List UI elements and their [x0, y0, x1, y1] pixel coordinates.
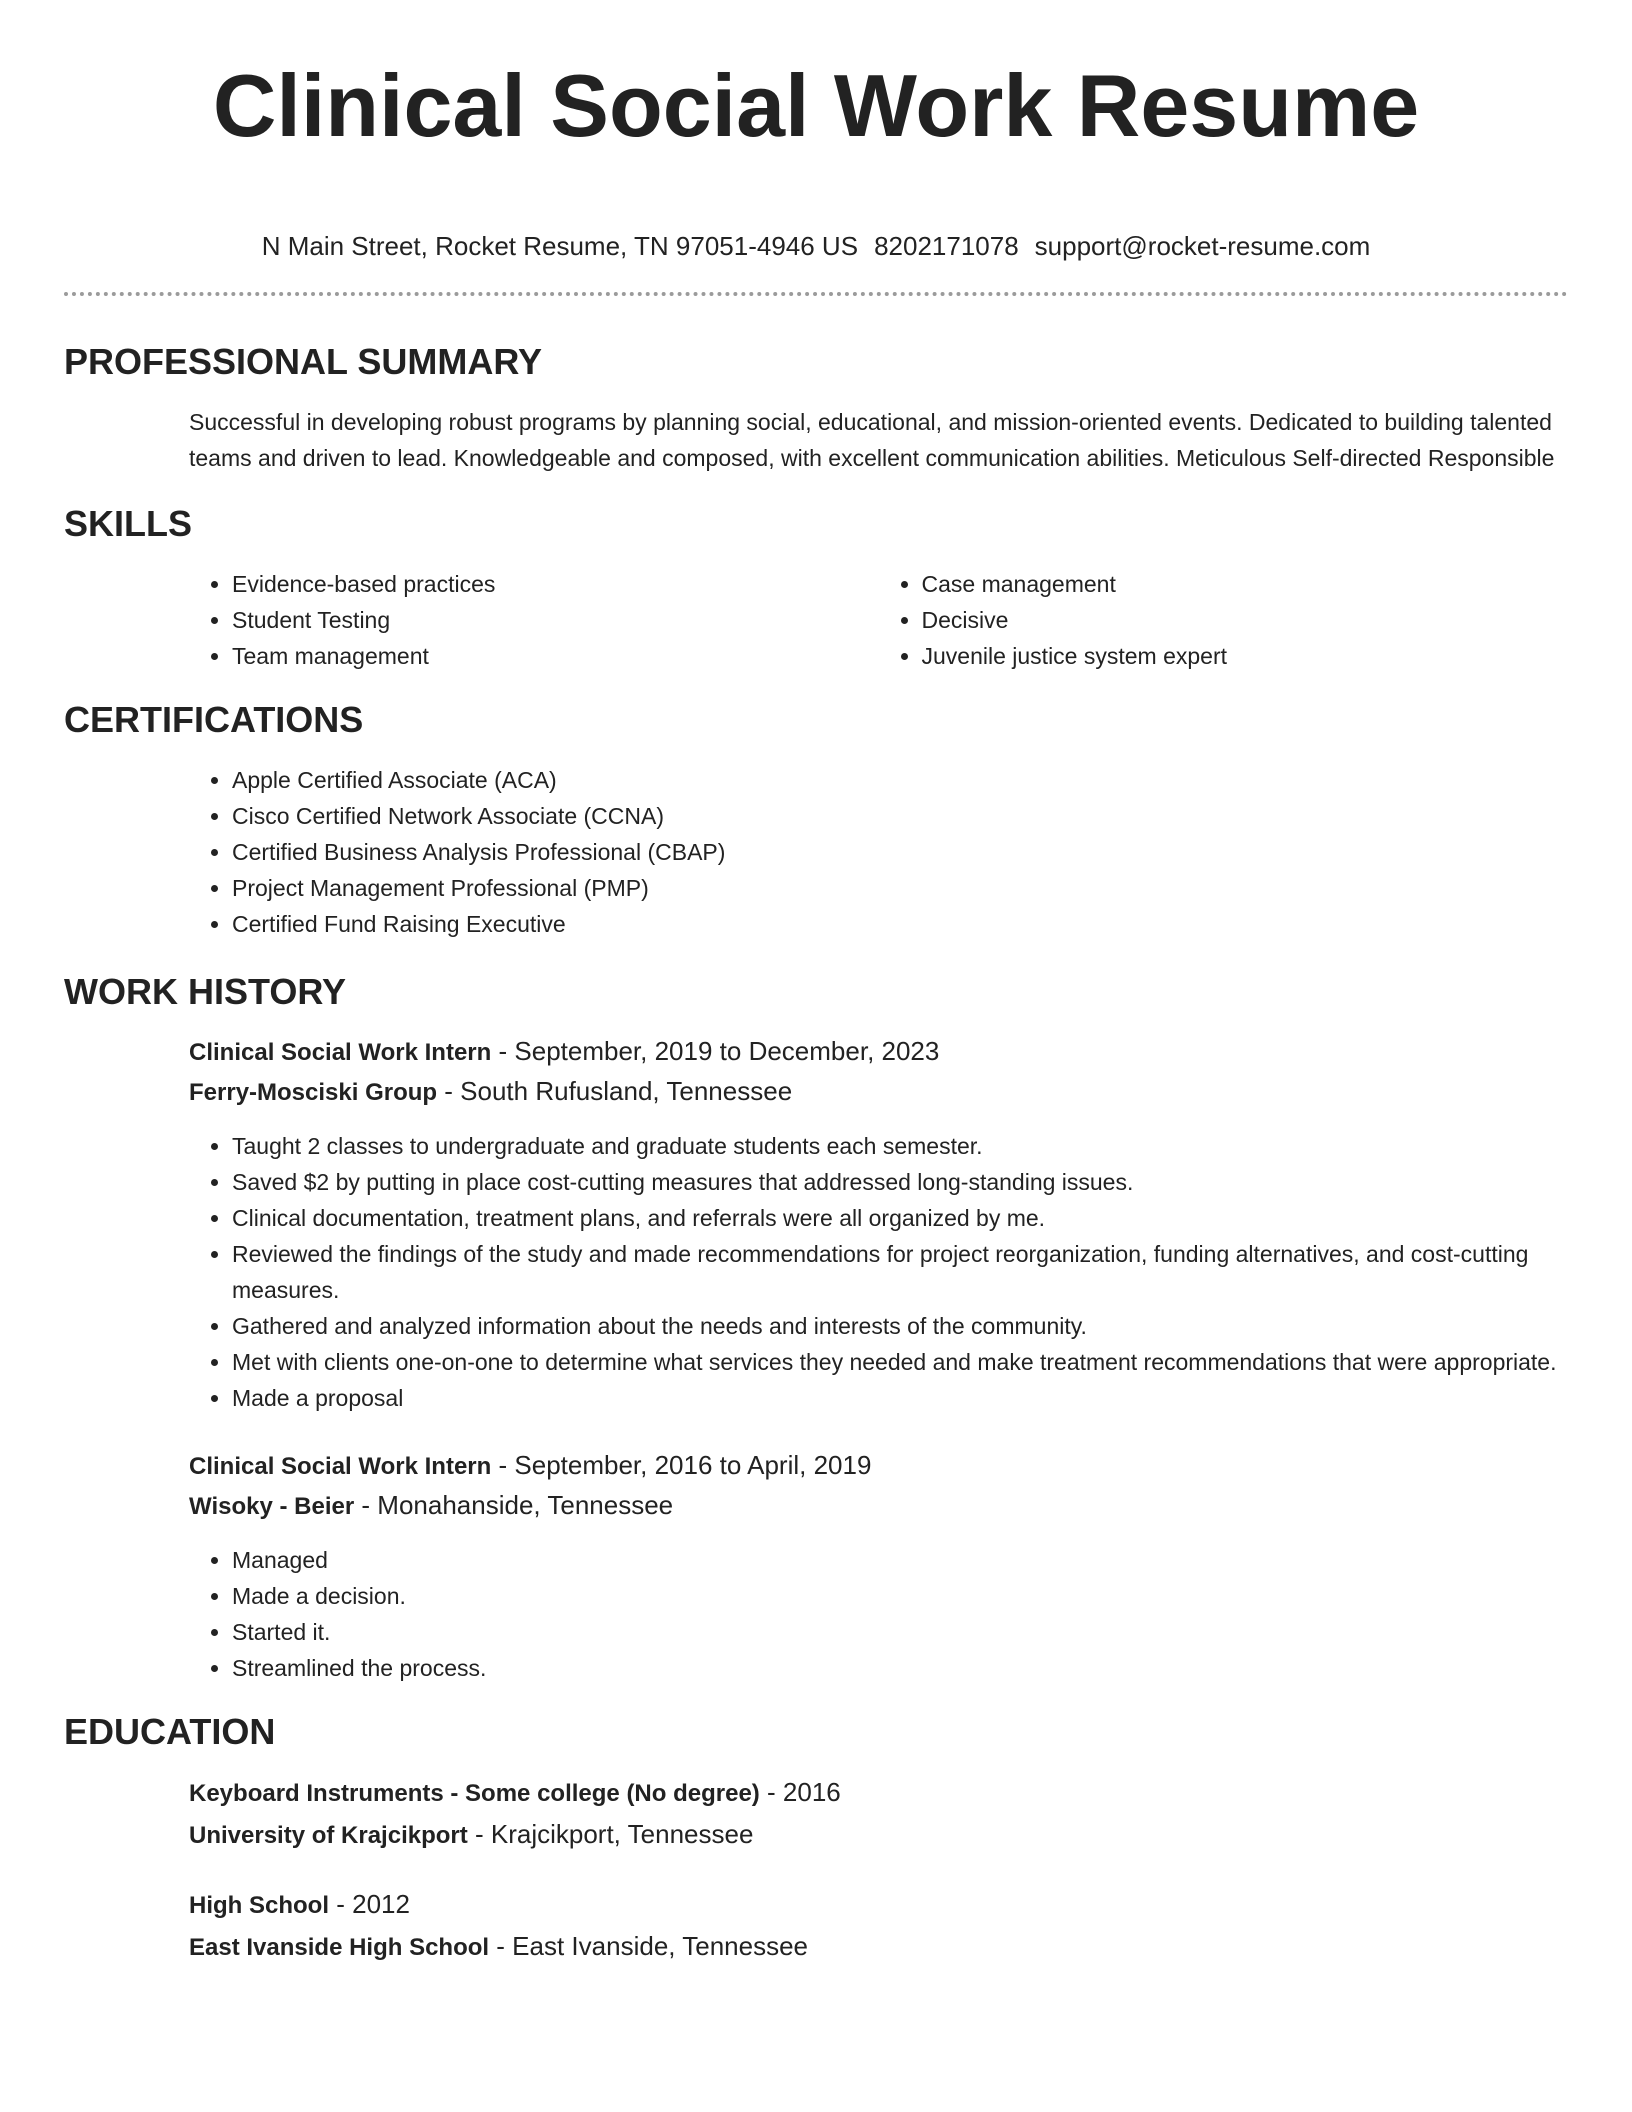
- certifications-heading: CERTIFICATIONS: [64, 699, 364, 740]
- job-bullet: • Streamlined the process.: [232, 1650, 1568, 1686]
- job-role: Clinical Social Work Intern: [189, 1453, 492, 1480]
- education-year: - 2016: [759, 1777, 841, 1807]
- work-heading: WORK HISTORY: [64, 971, 347, 1012]
- education-degree: High School: [189, 1892, 329, 1919]
- education-location: - East Ivanside, Tennessee: [489, 1931, 809, 1961]
- education-degree-line: [189, 1772, 1568, 1814]
- job-bullet: • Reviewed the findings of the study and made recommendations for project reorganization, funding alternatives, and cost-cutting measures.: [232, 1236, 1568, 1308]
- certifications-section: [64, 698, 1568, 942]
- resume-page: [64, 0, 1568, 1968]
- job-entry: [189, 1446, 1568, 1686]
- job-dates: - September, 2016 to April, 2019: [491, 1450, 872, 1480]
- certification-item: • Apple Certified Associate (ACA): [232, 762, 1568, 798]
- job-bullet: • Gathered and analyzed information about the needs and interests of the community.: [232, 1308, 1568, 1344]
- skills-columns: [189, 566, 1568, 674]
- education-entry: [189, 1772, 1568, 1856]
- job-location: - Monahanside, Tennessee: [354, 1490, 674, 1520]
- job-bullet: • Taught 2 classes to undergraduate and graduate students each semester.: [232, 1128, 1568, 1164]
- summary-section: [64, 340, 1568, 476]
- certification-item: • Cisco Certified Network Associate (CCNA): [232, 798, 1568, 834]
- education-section: [64, 1710, 1568, 1968]
- skill-item: • Evidence-based practices: [232, 566, 879, 602]
- job-company: Wisoky - Beier: [189, 1493, 355, 1520]
- skills-right-list: [879, 566, 1569, 674]
- job-title-line: [189, 1032, 1568, 1072]
- job-bullet: • Met with clients one-on-one to determine what services they needed and make treatment recommendations that were appropriate.: [232, 1344, 1568, 1380]
- job-entry: [189, 1032, 1568, 1416]
- skills-left-list: [189, 566, 879, 674]
- work-section: [64, 970, 1568, 1686]
- education-location: - Krajcikport, Tennessee: [467, 1819, 754, 1849]
- education-year: - 2012: [329, 1889, 410, 1919]
- contact-email: support@rocket-resume.com: [1034, 231, 1371, 261]
- summary-heading: PROFESSIONAL SUMMARY: [64, 341, 543, 382]
- skills-section: [64, 502, 1568, 674]
- job-bullet: • Saved $2 by putting in place cost-cutting measures that addressed long-standing issues.: [232, 1164, 1568, 1200]
- skill-item: • Decisive: [922, 602, 1569, 638]
- certification-item: • Certified Business Analysis Professional (CBAP): [232, 834, 1568, 870]
- header-divider: [64, 292, 1568, 296]
- certification-item: • Certified Fund Raising Executive: [232, 906, 1568, 942]
- skills-heading: SKILLS: [64, 503, 193, 544]
- job-company: Ferry-Mosciski Group: [189, 1079, 438, 1106]
- job-bullet: • Made a proposal: [232, 1380, 1568, 1416]
- education-entry: [189, 1884, 1568, 1968]
- skill-item: • Team management: [232, 638, 879, 674]
- job-company-line: [189, 1072, 1568, 1112]
- job-bullets: [189, 1128, 1568, 1416]
- job-title-line: [189, 1446, 1568, 1486]
- education-degree-line: [189, 1884, 1568, 1926]
- job-bullet: • Started it.: [232, 1614, 1568, 1650]
- summary-text: Successful in developing robust programs by planning social, educational, and mission-oriented events. Dedicated to building talented teams and driven to lead. Knowledgeable and composed, with excellent communication abilities. Meticulous Self-directed Responsible: [189, 409, 1555, 471]
- skill-item: • Case management: [922, 566, 1569, 602]
- education-school: East Ivanside High School: [189, 1934, 490, 1961]
- job-dates: - September, 2019 to December, 2023: [491, 1036, 940, 1066]
- job-role: Clinical Social Work Intern: [189, 1039, 492, 1066]
- job-location: - South Rufusland, Tennessee: [437, 1076, 793, 1106]
- certification-item: • Project Management Professional (PMP): [232, 870, 1568, 906]
- contact-address: N Main Street, Rocket Resume, TN 97051-4946 US: [261, 231, 859, 261]
- contact-phone: 8202171078: [874, 231, 1019, 261]
- job-bullet: • Clinical documentation, treatment plans, and referrals were all organized by me.: [232, 1200, 1568, 1236]
- skill-item: • Juvenile justice system expert: [922, 638, 1569, 674]
- contact-line: [64, 230, 1568, 262]
- job-bullets: [189, 1542, 1568, 1686]
- education-school: University of Krajcikport: [189, 1822, 468, 1849]
- job-company-line: [189, 1486, 1568, 1526]
- job-bullet: • Made a decision.: [232, 1578, 1568, 1614]
- education-degree: Keyboard Instruments - Some college (No degree): [189, 1780, 760, 1807]
- education-school-line: [189, 1814, 1568, 1856]
- job-bullet: • Managed: [232, 1542, 1568, 1578]
- education-heading: EDUCATION: [64, 1711, 276, 1752]
- education-school-line: [189, 1926, 1568, 1968]
- skill-item: • Student Testing: [232, 602, 879, 638]
- certifications-list: [189, 762, 1568, 942]
- resume-title: Clinical Social Work Resume: [212, 56, 1420, 155]
